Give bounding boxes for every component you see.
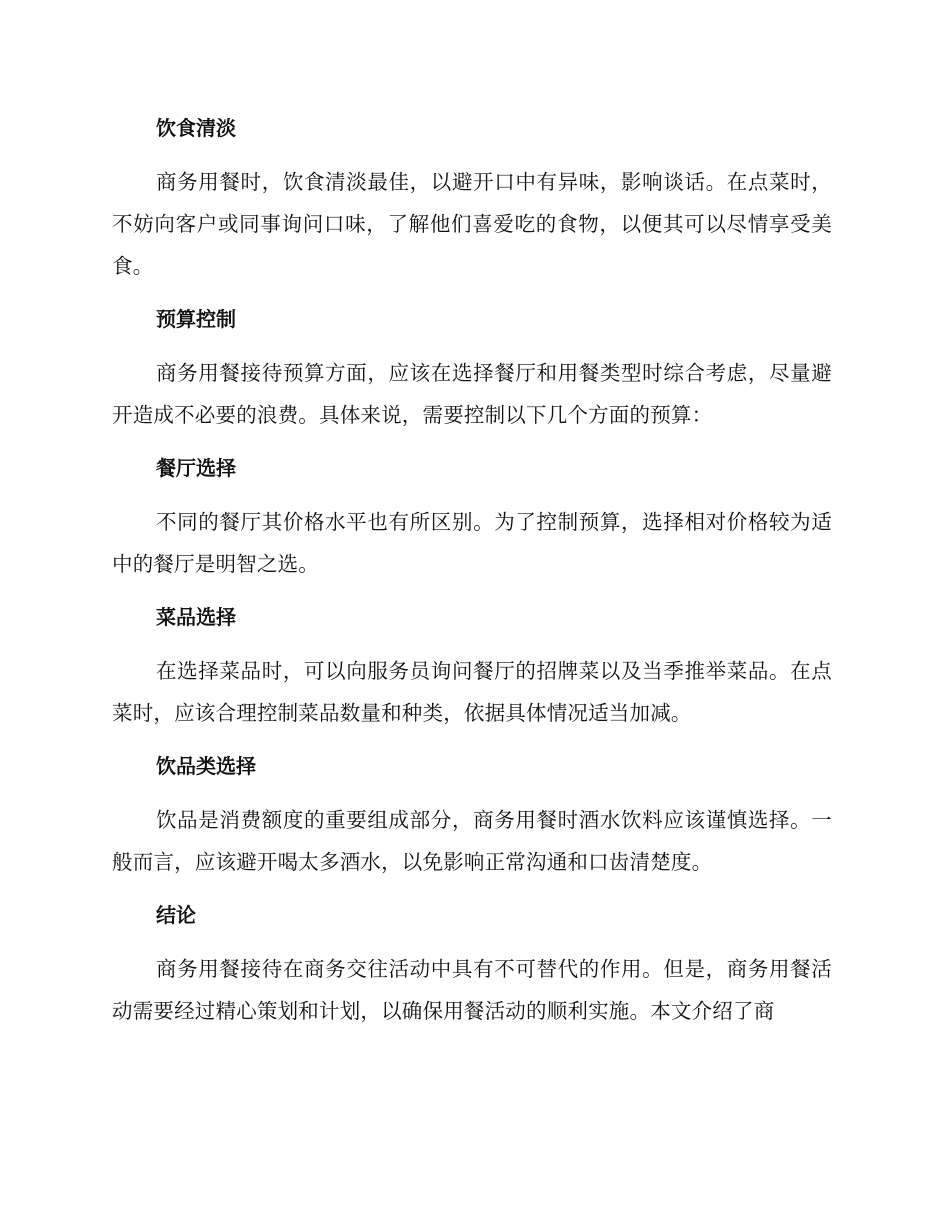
document-body <box>112 108 832 1032</box>
section-paragraph-restaurant-choice: 不同的餐厅其价格水平也有所区别。为了控制预算，选择相对价格较为适中的餐厅是明智之选。 <box>112 510 832 576</box>
section-heading-drink-choice: 饮品类选择 <box>156 754 256 778</box>
section-paragraph-budget-control: 商务用餐接待预算方面，应该在选择餐厅和用餐类型时综合考虑，尽量避开造成不必要的浪费。具体来说，需要控制以下几个方面的预算： <box>112 361 832 427</box>
section-paragraph-dish-choice: 在选择菜品时，可以向服务员询问餐厅的招牌菜以及当季推举菜品。在点菜时，应该合理控制菜品数量和种类，依据具体情况适当加减。 <box>112 659 832 725</box>
section-heading-dish-choice: 菜品选择 <box>156 605 236 629</box>
section-heading-budget-control: 预算控制 <box>156 307 236 331</box>
section-paragraph-drink-choice: 饮品是消费额度的重要组成部分，商务用餐时酒水饮料应该谨慎选择。一般而言，应该避开喝太多酒水，以免影响正常沟通和口齿清楚度。 <box>112 808 832 874</box>
section-paragraph-conclusion: 商务用餐接待在商务交往活动中具有不可替代的作用。但是，商务用餐活动需要经过精心策划和计划，以确保用餐活动的顺利实施。本文介绍了商 <box>112 957 832 1023</box>
section-heading-conclusion: 结论 <box>156 903 196 927</box>
section-paragraph-light-diet: 商务用餐时，饮食清淡最佳，以避开口中有异味，影响谈话。在点菜时，不妨向客户或同事询问口味，了解他们喜爱吃的食物，以便其可以尽情享受美食。 <box>112 170 832 278</box>
section-heading-light-diet: 饮食清淡 <box>156 116 236 140</box>
section-heading-restaurant-choice: 餐厅选择 <box>156 456 236 480</box>
